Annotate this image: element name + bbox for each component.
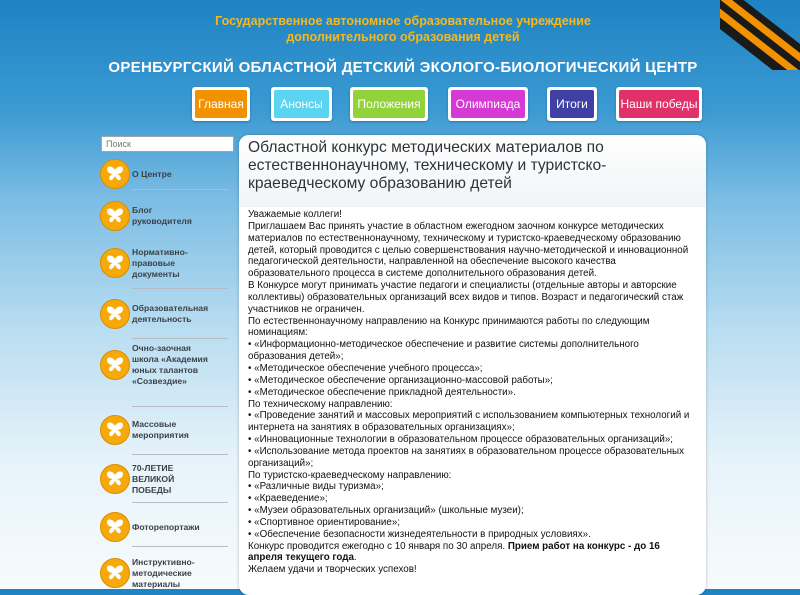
article-line: образования детей»; bbox=[248, 351, 344, 363]
sidebar-item-label-line: Очно-заочная bbox=[132, 343, 191, 353]
deadline-bold-2: апреля текущего года bbox=[248, 552, 354, 564]
butterfly-icon bbox=[100, 299, 130, 329]
article-line: По техническому направлению: bbox=[248, 398, 393, 410]
sidebar-item-label bbox=[132, 247, 226, 280]
sidebar-item-label-line: Фоторепортажи bbox=[132, 521, 200, 532]
nav-our-victories-label: Наши победы bbox=[619, 90, 699, 118]
article-line: • «Краеведение»; bbox=[248, 493, 328, 505]
article-line: • «Использование метода проектов на занятиях в образовательном процессе образовательных bbox=[248, 445, 684, 457]
sidebar-item-label-line: Массовые bbox=[132, 419, 177, 429]
sidebar-divider bbox=[132, 406, 228, 407]
article-line: • «Методическое обеспечение прикладной деятельности». bbox=[248, 386, 516, 398]
nav-home-label: Главная bbox=[195, 90, 247, 118]
article-line: участников не ограничен. bbox=[248, 303, 365, 315]
butterfly-icon bbox=[100, 512, 130, 542]
nav-home[interactable] bbox=[192, 87, 250, 121]
sidebar-item-label-line: Блог bbox=[132, 205, 153, 215]
sidebar-item-label-line: документы bbox=[132, 268, 180, 279]
nav-results-label: Итоги bbox=[550, 90, 594, 118]
sidebar-divider bbox=[132, 288, 228, 289]
article-line: • «Музеи образовательных организаций» (школьные музеи); bbox=[248, 505, 524, 517]
nav-regulations[interactable] bbox=[350, 87, 428, 121]
article-line: • «Проведение занятий и массовых мероприятий с использованием компьютерных технологий и bbox=[248, 410, 690, 422]
site-title: ОРЕНБУРГСКИЙ ОБЛАСТНОЙ ДЕТСКИЙ ЭКОЛОГО-БИОЛОГИЧЕСКИЙ ЦЕНТР bbox=[108, 59, 698, 76]
sidebar-item-label-line: правовые bbox=[132, 257, 176, 268]
article-line: По туристско-краеведческому направлению: bbox=[248, 469, 452, 481]
nav-olympiad-label: Олимпиада bbox=[451, 90, 525, 118]
butterfly-icon bbox=[100, 558, 130, 588]
article-line: детей, который проводится с целью совершенствования научно-методической и инновационной bbox=[248, 244, 689, 256]
nav-our-victories[interactable] bbox=[616, 87, 702, 121]
article-line: • «Спортивное ориентирование»; bbox=[248, 516, 400, 528]
search-input[interactable] bbox=[101, 136, 234, 152]
org-name bbox=[0, 13, 800, 45]
sidebar-divider bbox=[132, 189, 228, 190]
nav-announcements-label: Анонсы bbox=[274, 90, 329, 118]
sidebar-divider bbox=[132, 338, 228, 339]
sidebar-item-label-line: 70-ЛЕТИЕ bbox=[132, 462, 174, 473]
article-line: • «Методическое обеспечение организационно-массовой работы»; bbox=[248, 374, 553, 386]
article-line: • «Информационно-методическое обеспечение и развитие системы дополнительного bbox=[248, 339, 639, 351]
content-panel bbox=[239, 135, 706, 595]
article-line: • «Инновационные технологии в образовательном процессе образовательных организаций»; bbox=[248, 434, 674, 446]
sidebar-item-label-line: Нормативно- bbox=[132, 246, 188, 257]
sidebar-item-label-line: материалы bbox=[132, 578, 181, 589]
deadline-bold-1: Прием работ на конкурс - до 16 bbox=[507, 540, 660, 552]
sidebar-item-label-line: ПОБЕДЫ bbox=[132, 484, 172, 495]
sidebar-item-label bbox=[132, 463, 226, 496]
sidebar-item-label bbox=[132, 343, 226, 387]
sidebar-item-label-line: Инструктивно- bbox=[132, 556, 195, 567]
org-name-line2: дополнительного образования детей bbox=[286, 30, 520, 44]
sidebar-item-label bbox=[132, 303, 226, 325]
article-body bbox=[248, 209, 702, 576]
sidebar-divider bbox=[132, 454, 228, 455]
sidebar-divider bbox=[132, 546, 228, 547]
butterfly-icon bbox=[100, 350, 130, 380]
article-line: интернета на занятиях в образовательных организациях»; bbox=[248, 422, 515, 434]
article-line: По естественнонаучному направлению на Конкурс принимаются работы по следующим bbox=[248, 315, 650, 327]
article-deadline bbox=[248, 541, 702, 553]
article-line: материалов по естественнонаучному, техническому и туристско-краеведческому образованию bbox=[248, 232, 681, 244]
article-line: организаций»; bbox=[248, 457, 314, 469]
sidebar-item-label bbox=[132, 419, 226, 441]
sidebar-item-label bbox=[132, 557, 226, 590]
article-line: В Конкурсе могут принимать участие педагоги и специалисты (отдельные авторы и авторские bbox=[248, 280, 677, 292]
article-line: педагогической деятельности, направленной на обеспечение высокого качества bbox=[248, 256, 616, 268]
sidebar-divider bbox=[132, 239, 228, 240]
article-line: образовательного процесса в системе дополнительного образования детей. bbox=[248, 268, 597, 280]
butterfly-icon bbox=[100, 201, 130, 231]
sidebar-item-label-line: методические bbox=[132, 567, 192, 578]
article-line: Уважаемые коллеги! bbox=[248, 209, 342, 220]
deadline-prefix: Конкурс проводится ежегодно с 10 января по 30 апреля. bbox=[248, 540, 508, 552]
sidebar-item-label-line: юных талантов bbox=[132, 365, 199, 375]
sidebar-item-label bbox=[132, 169, 226, 180]
article-line: • «Методическое обеспечение учебного процесса»; bbox=[248, 362, 483, 374]
article-closing: Желаем удачи и творческих успехов! bbox=[248, 564, 417, 576]
nav-regulations-label: Положения bbox=[353, 90, 425, 118]
butterfly-icon bbox=[100, 159, 130, 189]
sidebar-item-label-line: школа «Академия bbox=[132, 354, 208, 364]
org-name-line1: Государственное автономное образовательное учреждение bbox=[215, 14, 591, 28]
butterfly-icon bbox=[100, 248, 130, 278]
article-line: • «Различные виды туризма»; bbox=[248, 481, 384, 493]
nav-olympiad[interactable] bbox=[448, 87, 528, 121]
sidebar-divider bbox=[132, 502, 228, 503]
sidebar-item-label-line: деятельность bbox=[132, 314, 192, 324]
sidebar-item-label bbox=[132, 205, 226, 227]
deadline-suffix: . bbox=[353, 552, 357, 564]
sidebar-item-label-line: Образовательная bbox=[132, 303, 209, 313]
sidebar-item-label-line: мероприятия bbox=[132, 430, 189, 440]
article-deadline-cont bbox=[248, 552, 702, 564]
sidebar-item-label-line: ВЕЛИКОЙ bbox=[132, 473, 175, 484]
article-title: Областной конкурс методических материалов по естественнонаучному, техническому и туристско-краеведческому образованию детей bbox=[248, 139, 607, 192]
article-line: Приглашаем Вас принять участие в областном ежегодном заочном конкурсе методических bbox=[248, 220, 664, 232]
sidebar-item-label bbox=[132, 522, 226, 533]
article-line: номинациям: bbox=[248, 327, 308, 339]
article-line: • «Обеспечение безопасности жизнедеятельности в природных условиях». bbox=[248, 528, 591, 540]
article-line: коллективы) образовательных организаций всех видов и типов. Возраст и педагогический стаж bbox=[248, 291, 684, 303]
butterfly-icon bbox=[100, 464, 130, 494]
nav-announcements[interactable] bbox=[271, 87, 332, 121]
butterfly-icon bbox=[100, 415, 130, 445]
sidebar-item-label-line: руководителя bbox=[132, 216, 192, 226]
nav-results[interactable] bbox=[547, 87, 597, 121]
sidebar-item-label-line: О Центре bbox=[132, 168, 172, 179]
sidebar-item-label-line: «Созвездие» bbox=[132, 376, 187, 386]
